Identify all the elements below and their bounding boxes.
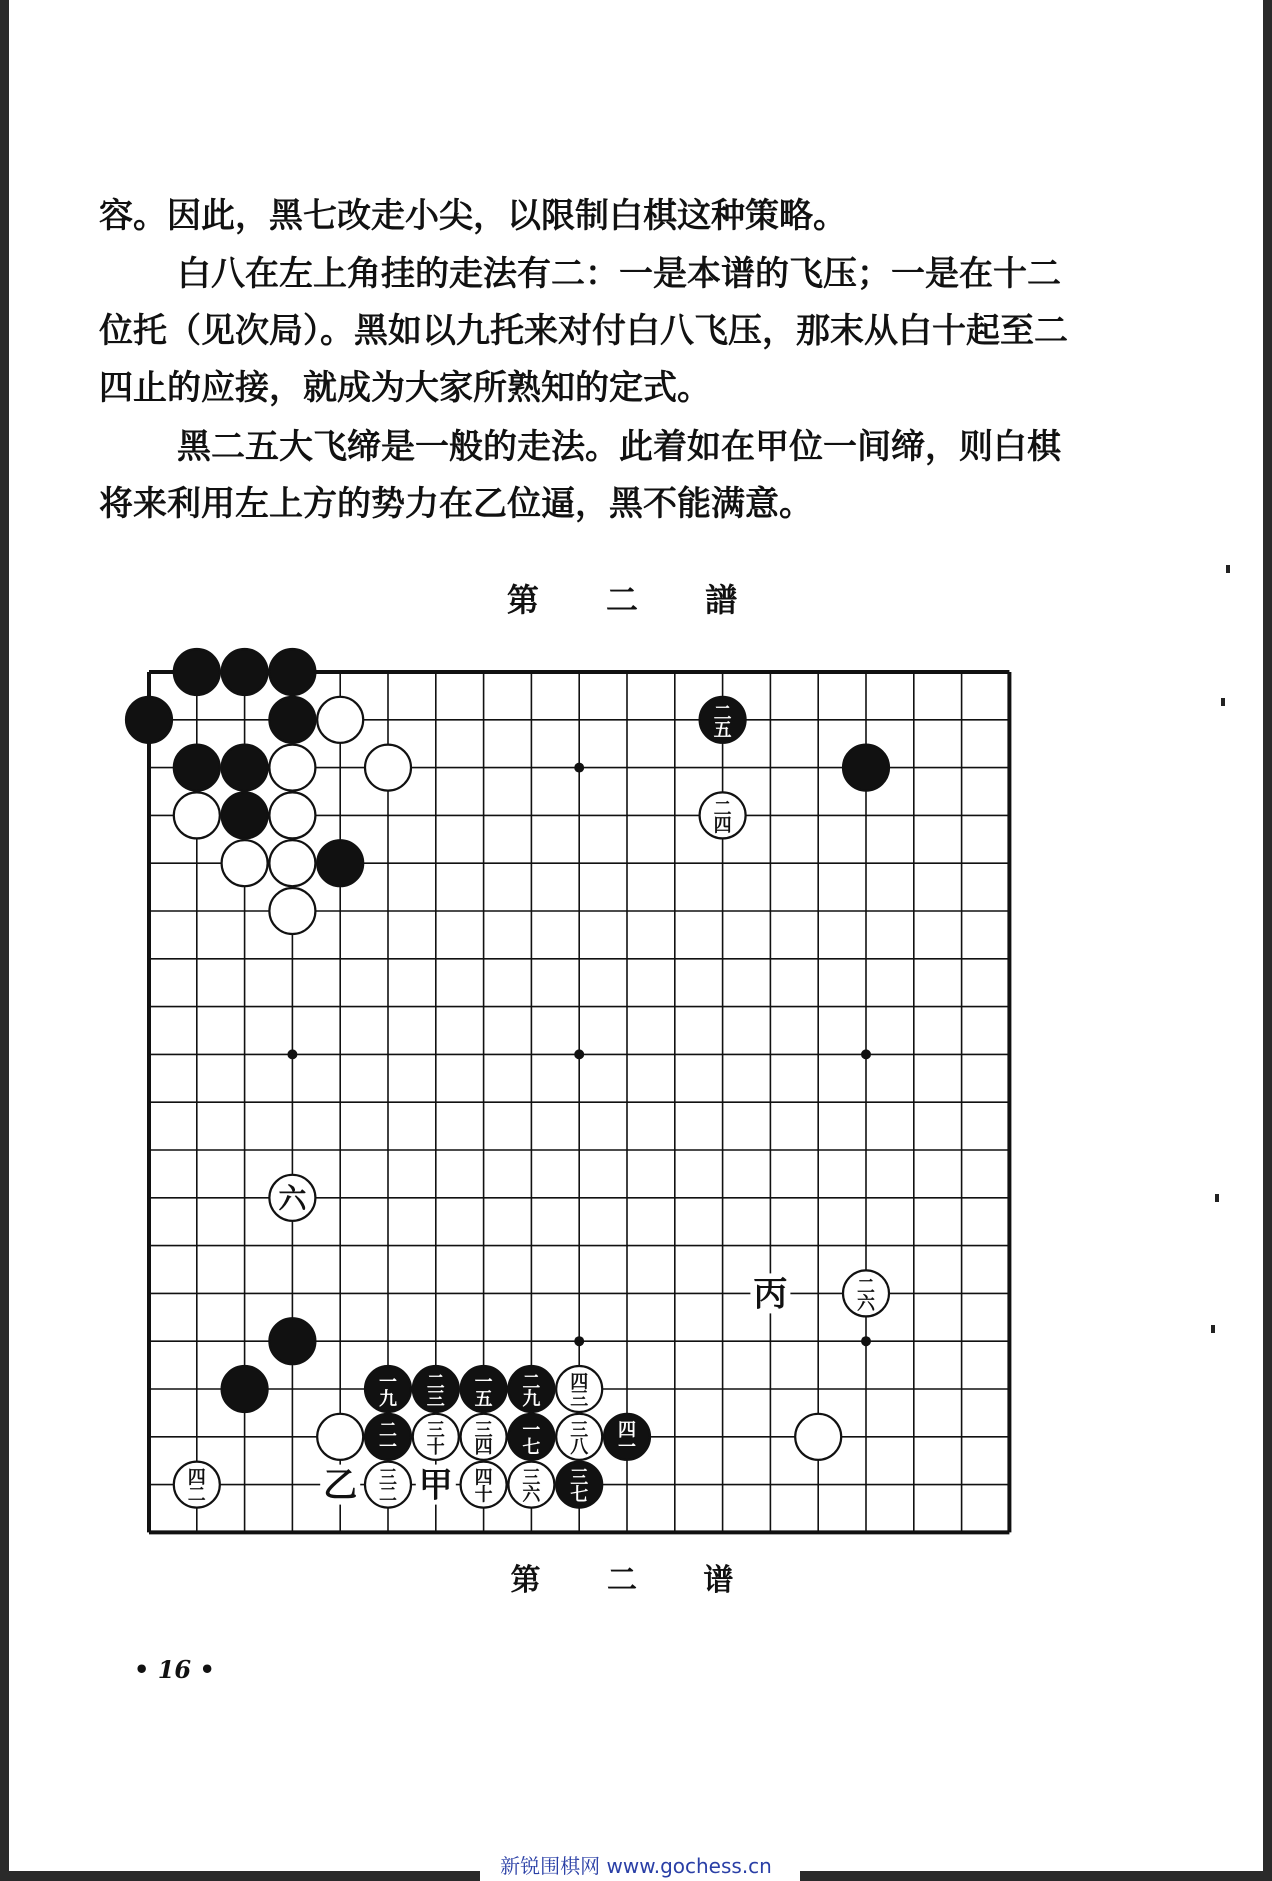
move-number: 三 (570, 1389, 589, 1410)
move-number: 三 (474, 1419, 493, 1441)
paragraph-2: 白八在左上角挂的走法有二：一是本谱的飞压；一是在十二位托（见次局）。黑如以九托来对付白八飞压，那末从白十起至二四止的应接，就成为大家所熟知的定式。 (99, 254, 1068, 408)
move-number: 一 (522, 1419, 541, 1441)
white-stone (365, 745, 411, 791)
scan-speck (1211, 1325, 1215, 1333)
star-point (287, 1049, 297, 1059)
black-stone (317, 840, 363, 886)
black-stone (222, 745, 268, 791)
position-mark: 甲 (418, 1465, 453, 1506)
move-number: 三 (570, 1467, 589, 1489)
star-point (574, 1336, 584, 1346)
white-stone (795, 1414, 841, 1460)
white-stone (222, 840, 268, 886)
move-number: 三 (426, 1419, 445, 1441)
move-number: 二 (713, 702, 732, 724)
page-number: • 16 • (134, 1655, 215, 1684)
move-number: 七 (522, 1436, 541, 1458)
move-number: 九 (379, 1389, 397, 1410)
white-stone (317, 697, 363, 743)
scan-speck (1226, 565, 1230, 573)
black-stone (174, 745, 220, 791)
move-number: 一 (618, 1436, 636, 1458)
move-number: 六 (522, 1484, 541, 1506)
move-number: 四 (618, 1419, 636, 1441)
move-number: 十 (426, 1436, 445, 1458)
position-mark: 乙 (323, 1465, 358, 1506)
move-number: 一 (379, 1372, 397, 1393)
paragraph-3: 黑二五大飞缔是一般的走法。此着如在甲位一间缔，则白棋将来利用左上方的势力在乙位逼，黑不能满意。 (99, 427, 1061, 524)
move-number: 二 (857, 1276, 875, 1298)
black-stone (269, 649, 315, 695)
move-number: 二 (379, 1484, 397, 1506)
star-point (574, 763, 584, 773)
move-number: 三 (522, 1467, 541, 1489)
position-mark: 丙 (753, 1274, 788, 1315)
move-number: 七 (570, 1484, 589, 1506)
move-number: 一 (474, 1372, 493, 1393)
move-number: 四 (187, 1467, 206, 1489)
paragraph-1: 容。因此，黑七改走小尖，以限制白棋这种策略。 (99, 196, 847, 236)
black-stone (174, 649, 220, 695)
black-stone (269, 697, 315, 743)
move-number: 八 (570, 1436, 589, 1458)
scan-speck (1215, 1194, 1219, 1202)
black-stone (222, 792, 268, 838)
move-number: 二 (522, 1372, 541, 1393)
move-number: 六 (857, 1293, 875, 1315)
move-number: 四 (570, 1372, 589, 1393)
star-point (861, 1336, 871, 1346)
move-number: 二 (379, 1419, 397, 1441)
move-number: 四 (474, 1436, 493, 1458)
white-stone (269, 745, 315, 791)
move-number: 十 (474, 1484, 493, 1506)
black-stone (222, 1366, 268, 1412)
move-number: 五 (713, 719, 732, 741)
star-point (861, 1049, 871, 1059)
move-number: 四 (474, 1467, 493, 1489)
move-number: 九 (522, 1389, 541, 1410)
white-stone (269, 840, 315, 886)
black-stone (126, 697, 172, 743)
black-stone (843, 745, 889, 791)
black-stone (222, 649, 268, 695)
move-number: 二 (713, 798, 732, 820)
footer-watermark: 新锐围棋网 www.gochess.cn (500, 1854, 772, 1878)
move-number: 五 (474, 1389, 493, 1410)
move-number: 四 (713, 815, 732, 837)
move-number: 三 (379, 1467, 397, 1489)
white-stone (317, 1414, 363, 1460)
move-number: 二 (426, 1372, 445, 1393)
star-point (574, 1049, 584, 1059)
move-number: 二 (187, 1484, 206, 1506)
book-page (9, 0, 1263, 1871)
move-number: 一 (379, 1436, 397, 1458)
figure-title: 第 二 譜 (506, 581, 766, 619)
black-stone (269, 1318, 315, 1364)
move-number: 六 (278, 1181, 307, 1215)
move-number: 三 (570, 1419, 589, 1441)
move-number: 三 (426, 1389, 445, 1410)
figure-caption: 第 二 谱 (510, 1563, 762, 1598)
scan-speck (1221, 698, 1225, 706)
white-stone (269, 888, 315, 934)
white-stone (269, 792, 315, 838)
white-stone (174, 792, 220, 838)
